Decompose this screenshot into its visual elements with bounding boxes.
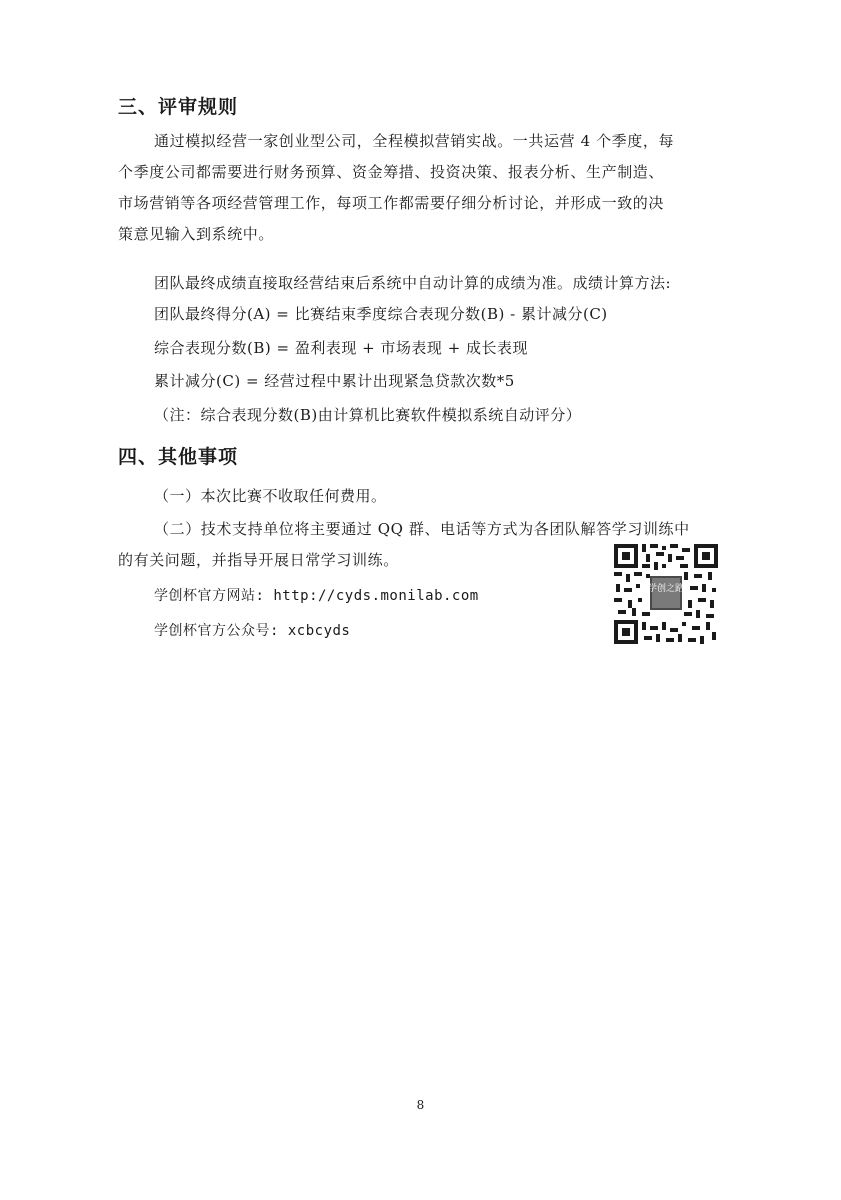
formula-deduction: 累计减分(C) = 经营过程中累计出现紧急贷款次数*5 [154, 372, 515, 390]
paragraph-line: 个季度公司都需要进行财务预算、资金筹措、投资决策、报表分析、生产制造、 [118, 163, 665, 181]
qr-code-image [612, 542, 720, 646]
section-3-heading: 三、评审规则 [118, 96, 239, 118]
section-3-paragraph-1 [118, 126, 730, 250]
official-website: 学创杯官方网站: http://cyds.monilab.com [154, 588, 479, 604]
formula-final-score: 团队最终得分(A) = 比赛结束季度综合表现分数(B) - 累计减分(C) [154, 305, 608, 323]
scoring-note: （注：综合表现分数(B)由计算机比赛软件模拟系统自动评分） [154, 406, 582, 424]
paragraph-line: 策意见输入到系统中。 [118, 225, 275, 243]
page-number: 8 [416, 1098, 425, 1112]
official-wechat: 学创杯官方公众号: xcbcyds [154, 623, 351, 639]
paragraph-line: 通过模拟经营一家创业型公司，全程模拟营销实战。一共运营 4 个季度，每 [154, 132, 675, 150]
paragraph-line: 市场营销等各项经营管理工作，每项工作都需要仔细分析讨论，并形成一致的决 [118, 194, 665, 212]
formula-composite-score: 综合表现分数(B) = 盈利表现 + 市场表现 + 成长表现 [154, 339, 529, 357]
score-method-text: 团队最终成绩直接取经营结束后系统中自动计算的成绩为准。成绩计算方法: [154, 274, 672, 292]
qr-logo-text: 学创之路 [647, 584, 685, 594]
section-4-heading: 四、其他事项 [118, 446, 239, 468]
paragraph-line: （二）技术支持单位将主要通过 QQ 群、电话等方式为各团队解答学习训练中 [154, 520, 690, 538]
item-1-text: （一）本次比赛不收取任何费用。 [154, 487, 387, 505]
paragraph-line: 的有关问题，并指导开展日常学习训练。 [118, 551, 399, 569]
